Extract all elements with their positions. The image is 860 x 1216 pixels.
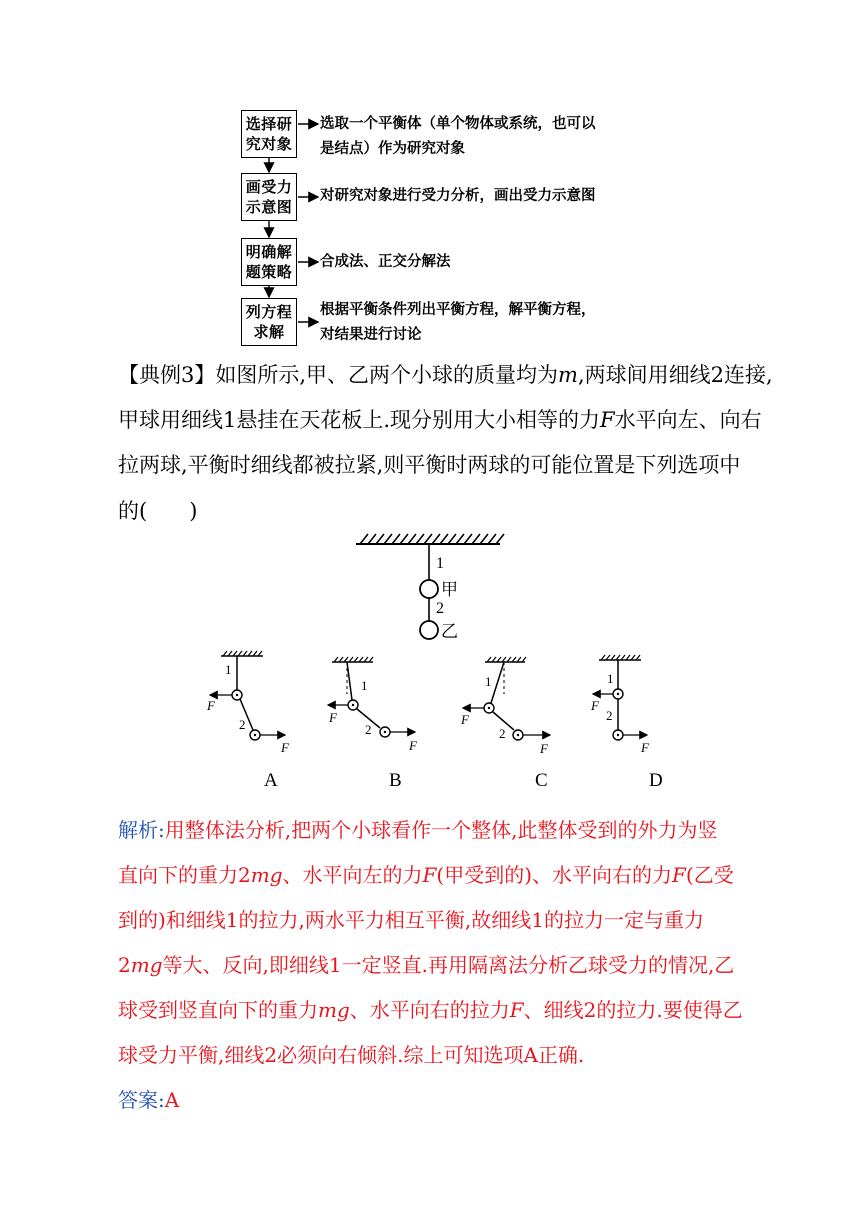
options-figure: [195, 650, 675, 760]
force-label: F: [281, 740, 289, 755]
question-line: 的( ): [118, 499, 198, 523]
force-label: F: [540, 741, 548, 756]
answer-label: 答案:: [118, 1088, 165, 1112]
thread-label: 2: [365, 722, 372, 737]
flowchart-step-desc: 合成法、正交分解法: [320, 254, 451, 270]
solution-line: 到的)和细线1的拉力,两水平力相互平衡,故细线1的拉力一定与重力: [118, 908, 704, 932]
solution-line: 解析:用整体法分析,把两个小球看作一个整体,此整体受到的外力为竖: [118, 818, 718, 842]
answer-value: A: [164, 1088, 180, 1112]
flowchart-step-desc: 选取一个平衡体（单个物体或系统，也可以 是结点）作为研究对象: [320, 116, 596, 157]
solution-line: 2mg等大、反向,即细线1一定竖直.再用隔离法分析乙球受力的情况,乙: [118, 953, 735, 977]
option-b-diagram: [328, 657, 418, 753]
solution-label: 解析:: [118, 818, 165, 842]
thread-label: 2: [606, 708, 613, 723]
solution-line: 球受力平衡,细线2必须向右倾斜.综上可知选项A正确.: [118, 1043, 585, 1067]
flowchart-step-desc: 根据平衡条件列出平衡方程，解平衡方程， 对结果进行讨论: [320, 302, 596, 343]
option-label-a: A: [264, 770, 278, 791]
question-line: 【典例3】如图所示,甲、乙两个小球的质量均为m,两球间用细线2连接,: [118, 363, 773, 387]
force-label: F: [461, 712, 469, 727]
ball-label: 乙: [441, 622, 458, 641]
flowchart-step-desc: 对研究对象进行受力分析，画出受力示意图: [320, 188, 596, 204]
ball-label: 甲: [441, 580, 458, 599]
flowchart-arrows: [230, 100, 330, 360]
ball-jia: [420, 580, 438, 598]
flowchart-step-box: 画受力 示意图: [241, 173, 297, 221]
option-label-c: C: [535, 770, 548, 791]
thread-label: 1: [607, 671, 614, 686]
flowchart-step-box: 明确解 题策略: [241, 238, 297, 286]
option-d-diagram: [590, 655, 650, 755]
force-label: F: [641, 740, 649, 755]
force-label: F: [409, 738, 417, 753]
thread-label: 1: [361, 678, 368, 693]
option-c-diagram: [460, 657, 550, 756]
thread-label: 2: [239, 717, 246, 732]
thread-label: 1: [436, 555, 444, 572]
flowchart-step-box: 列方程 求解: [241, 298, 297, 346]
question-figure: [340, 530, 520, 650]
thread-label: 2: [436, 600, 444, 617]
force-label: F: [207, 698, 215, 713]
thread-label: 1: [485, 674, 492, 689]
ball-yi: [420, 621, 438, 639]
question-line: 甲球用细线1悬挂在天花板上.现分别用大小相等的力F水平向左、向右: [118, 408, 762, 432]
option-a-diagram: [206, 651, 290, 755]
force-label: F: [591, 698, 599, 713]
force-label: F: [329, 710, 337, 725]
solution-line: 球受到竖直向下的重力mg、水平向右的拉力F、细线2的拉力.要使得乙: [118, 998, 743, 1022]
thread-label: 1: [225, 662, 232, 677]
solution-line: 直向下的重力2mg、水平向左的力F(甲受到的)、水平向右的力F(乙受: [118, 863, 734, 887]
option-label-b: B: [389, 770, 402, 791]
flowchart-step-box: 选择研 究对象: [241, 110, 297, 158]
question-line: 拉两球,平衡时细线都被拉紧,则平衡时两球的可能位置是下列选项中: [118, 453, 741, 477]
option-label-d: D: [649, 770, 663, 791]
thread-label: 2: [499, 726, 506, 741]
answer-line: [118, 1086, 179, 1114]
